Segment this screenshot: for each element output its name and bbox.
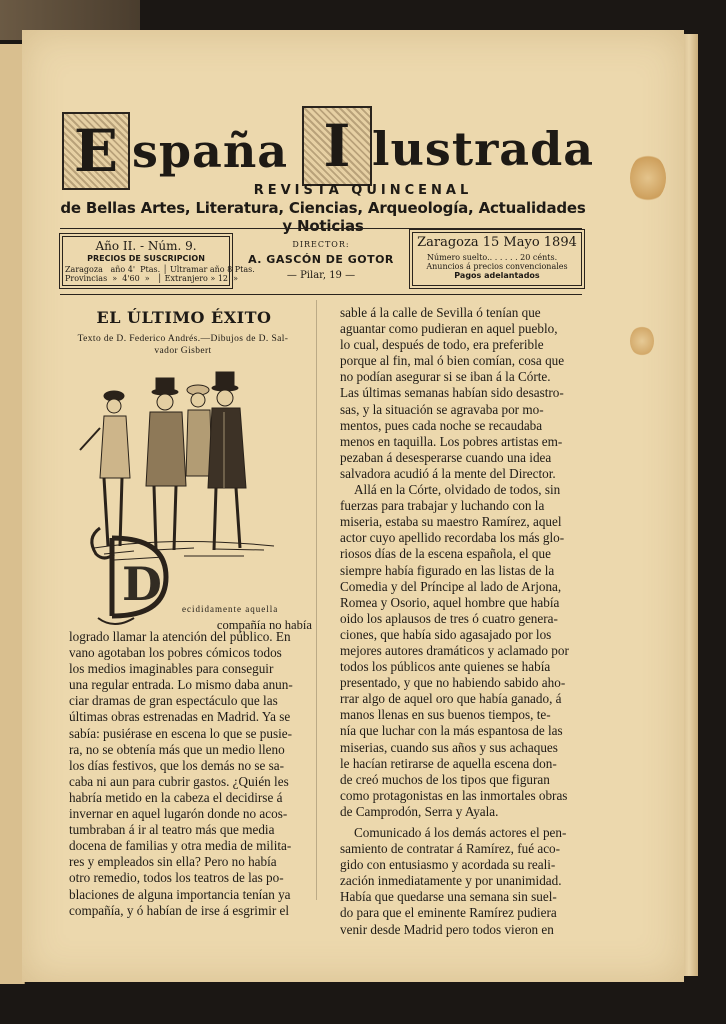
text-line: una regular entrada. Lo mismo daba anun- [69, 677, 293, 693]
text-line: siempre había figurado en las listas de la [340, 562, 555, 578]
ads-note: Anuncios á precios convencionales [426, 262, 568, 271]
price-row: Provincias » 4'60 » │ Extranjero » 12 » [65, 274, 238, 283]
prices-heading: PRECIOS DE SUSCRIPCION [87, 254, 205, 263]
text-line: gido con entusiasmo y acordada su reali- [340, 857, 556, 873]
text-line: sable á la calle de Sevilla ó tenían que [340, 305, 541, 320]
text-line: le hacían retirarse de aquella escena don- [340, 755, 557, 771]
text-line: tumbraban á ir al teatro más que media [69, 822, 275, 838]
ornate-initial-e: E [62, 112, 130, 190]
info-bar [60, 230, 582, 290]
payment-note: Pagos adelantados [454, 271, 540, 280]
text-line: oido los aplausos de tres ó cuatro genera- [340, 610, 558, 626]
date-box [412, 232, 582, 286]
text-line: otro remedio, todos los teatros de las po- [69, 870, 284, 886]
ornate-initial-i: I [302, 106, 372, 186]
text-line: rrar algo de aquel oro que había ganado, á [340, 691, 562, 707]
text-line: mejores autores dramáticos y aclamado por [340, 642, 569, 658]
text-line: res y empleados sin ella? Pero no había [69, 854, 277, 870]
illustration-actors [74, 368, 280, 628]
text-line: Comunicado á los demás actores el pen- [354, 825, 567, 840]
column-divider [316, 300, 317, 900]
text-line: docena de familias y otra media de milita- [69, 838, 292, 854]
director-name: A. GASCÓN DE GOTOR [248, 253, 394, 266]
subscription-box [62, 236, 255, 286]
text-line: logrado llamar la atención del público. En [69, 629, 291, 644]
text-line: aguantar como pudieran en aquel pueblo, [340, 321, 558, 337]
text-line: menos en taquilla. Los pobres artistas em- [340, 433, 563, 449]
text-line: como protagonistas en las inmortales obras [340, 787, 568, 803]
director-label: DIRECTOR: [292, 240, 350, 249]
text-line: ciar dramas de gran espectáculo que las [69, 693, 278, 709]
text-line: nía que luchar con la más espantosa de las [340, 723, 563, 739]
text-line: Romea y Osorio, aquel hombre que había [340, 594, 560, 610]
text-line: no podían asegurar si se iban á la Córte. [340, 369, 551, 385]
text-line: fuerzas para trabajar y luchando con la [340, 498, 545, 514]
text-line: miseria, estaba su maestro Ramírez, aquel [340, 514, 562, 530]
text-line: venir desde Madrid pero todos vieron en [340, 921, 554, 937]
text-line: todos los públicos ante quienes se había [340, 659, 551, 675]
article-headline: EL ÚLTIMO ÉXITO [96, 308, 272, 327]
text-line: mentos, pues cada noche se recaudaba [340, 417, 543, 433]
text-line: Comedia y del Príncipe al lado de Arjona, [340, 578, 562, 594]
text-line: ra, no se obtenía más que un medio lleno [69, 741, 285, 757]
text-line: caba ni aun para cubrir gastos. ¿Quién les [69, 773, 289, 789]
text-line: pezaban á desesperarse cuando una idea [340, 449, 552, 465]
text-line: de Camprodón, Serra y Ayala. [340, 803, 499, 819]
text-line: riosos días de la escena española, el que [340, 546, 551, 562]
text-line: miserias, cuando sus años y sus achaques [340, 739, 558, 755]
text-line: últimas obras estrenadas en Madrid. Ya se [69, 709, 291, 725]
text-line: zación inmediatamente y por unanimidad. [340, 873, 562, 889]
text-line: lo cual, después de todo, era preferible [340, 337, 544, 353]
right-column-text [340, 305, 594, 938]
text-line: porque al fin, mal ó bien comían, cosa que [340, 353, 565, 369]
left-column-text [69, 629, 313, 919]
header-rule [60, 228, 582, 229]
text-line: los medios imaginables para conseguir [69, 661, 274, 677]
text-line: habría metido en la cabeza el decidirse á [69, 789, 283, 805]
text-line: presentado, y que no habiendo sabido aho- [340, 675, 566, 691]
article-credit: Texto de D. Federico Andrés.—Dibujos de D. Sal- vador Gisbert [77, 334, 289, 356]
text-line: ciones, que había sido agasajado por los [340, 626, 552, 642]
text-line: salvadora acudió á la mente del Director. [340, 465, 556, 481]
text-line: samiento de contratar á Ramírez, fué aco- [340, 841, 561, 857]
header-bottom-rule [60, 294, 582, 295]
text-line: los días festivos, que los demás no se sa- [69, 757, 284, 773]
director-info [236, 240, 406, 281]
svg-text:D: D [122, 557, 162, 611]
text-line: compañía no había [216, 618, 312, 633]
title-word-espana: spaña [132, 124, 289, 178]
text-line: blaciones de alguna importancia tenían ya [69, 886, 291, 902]
subtitle: REVISTA QUINCENAL [253, 183, 473, 198]
text-line: Allá en la Córte, olvidado de todos, sin [354, 482, 561, 498]
single-issue-price: Número suelto.. . . . . . 20 cénts. [427, 253, 558, 262]
text-line: invernar en aquel lugarón donde no acos- [69, 806, 288, 822]
director-address: — Pilar, 19 — [286, 270, 356, 281]
price-row: Zaragoza año 4' Ptas. │ Ultramar año 8 Ptas. [65, 265, 255, 274]
text-line: actor cuyo apellido recordaba los más glo- [340, 530, 565, 546]
text-line: de creó muchos de los tipos que figuran [340, 771, 550, 787]
issue-date: Zaragoza 15 Mayo 1894 [417, 235, 577, 250]
text-line: Las últimas semanas habían sido desastro- [340, 385, 564, 401]
subjects-line: de Bellas Artes, Literatura, Ciencias, Arqueología, Actualidades y Noticias [60, 199, 586, 235]
issue-number: Año II. - Núm. 9. [95, 239, 197, 253]
text-line: sabía: pusiérase en escena lo que se pusie- [69, 725, 293, 741]
text-line: sas, y la situación se agravaba por mo- [340, 401, 544, 417]
text-line: ecididamente aquella [182, 604, 279, 614]
paper-stain [630, 326, 654, 356]
text-line: do para que el eminente Ramírez pudiera [340, 905, 557, 921]
title-word-ilustrada: lustrada [372, 122, 595, 176]
text-line: manos llenas en sus buenos tiempos, te- [340, 707, 551, 723]
text-line: Había que quedarse una semana sin suel- [340, 889, 557, 905]
text-line: vano agotaban los pobres cómicos todos [69, 645, 282, 661]
text-line: compañía, y ó habían de irse á esgrimir el [69, 902, 290, 918]
